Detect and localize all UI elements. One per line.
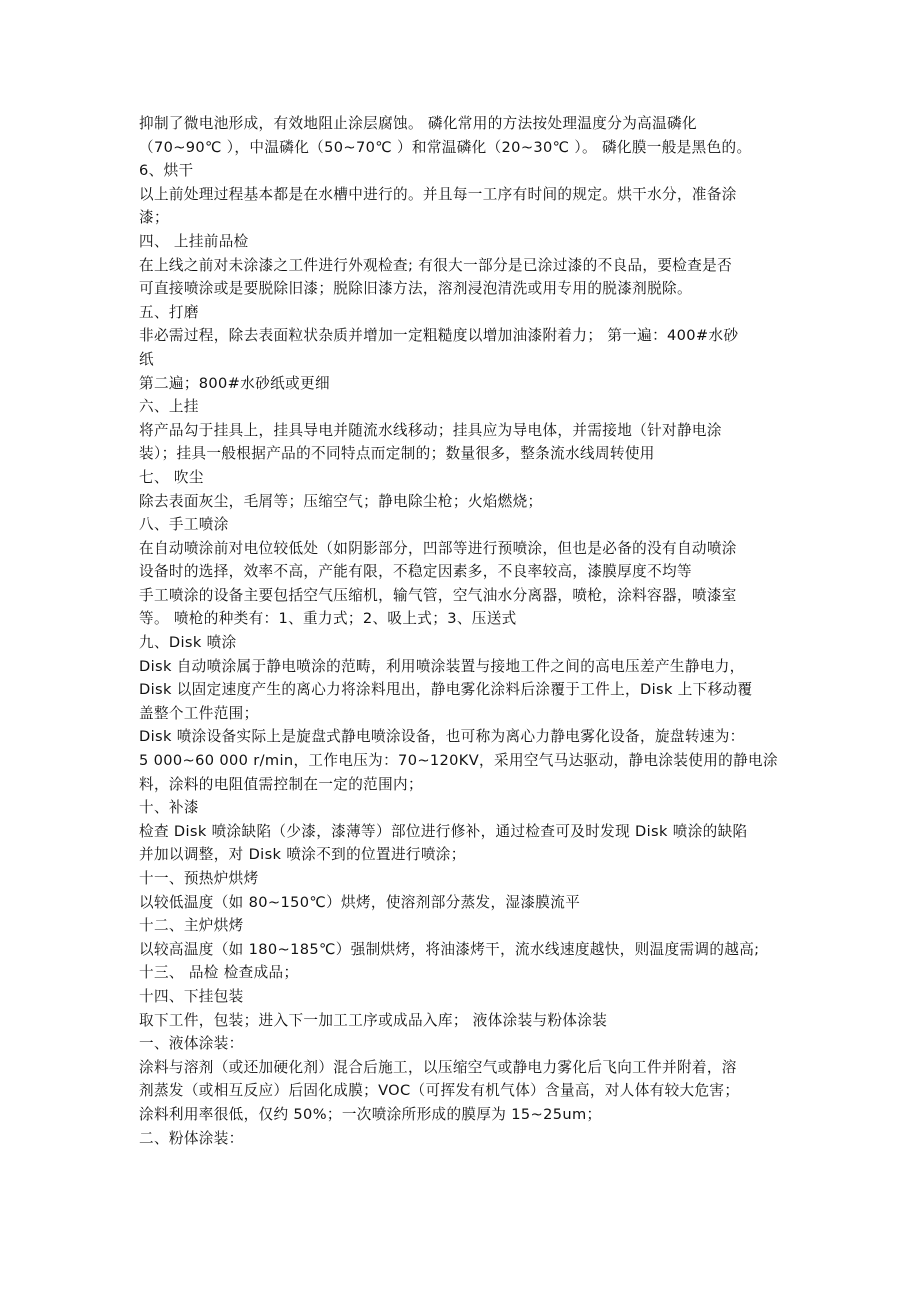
text-line: 在自动喷涂前对电位较低处（如阴影部分，凹部等进行预喷涂，但也是必备的没有自动喷涂 [139,539,737,557]
text-line: 等。 喷枪的种类有：1、重力式；2、吸上式；3、压送式 [139,610,517,628]
text-line: 纸 [139,350,154,368]
text-line: 料，涂料的电阻值需控制在一定的范围内； [139,775,423,793]
text-line: 5 000~60 000 r/min，工作电压为：70~120KV，采用空气马达驱动，静电涂装使用的静电涂 [139,752,778,770]
text-line: 一、液体涂装： [139,1035,244,1053]
text-line: 6、烘干 [139,162,194,180]
text-line: Disk 喷涂设备实际上是旋盘式静电喷涂设备，也可称为离心力静电雾化设备，旋盘转速为： [139,728,745,746]
text-line: 八、手工喷涂 [139,516,229,534]
text-line: 以较高温度（如 180~185℃）强制烘烤，将油漆烤干，流水线速度越快，则温度需调的越高; [139,940,760,958]
text-line: 除去表面灰尘，毛屑等；压缩空气；静电除尘枪；火焰燃烧； [139,492,543,510]
text-line: 非必需过程，除去表面粒状杂质并增加一定粗糙度以增加油漆附着力； 第一遍：400#水砂 [139,327,739,345]
text-line: 九、Disk 喷涂 [139,634,237,652]
text-line: 十、补漆 [139,799,199,817]
text-line: 抑制了微电池形成，有效地阻止涂层腐蚀。 磷化常用的方法按处理温度分为高温磷化 [139,115,697,132]
text-line: 五、打磨 [139,303,199,321]
text-line: Disk 以固定速度产生的离心力将涂料甩出，静电雾化涂料后涂覆于工件上，Disk 上下移动覆 [139,681,753,699]
text-line: 七、 吹尘 [139,468,204,486]
text-line: 十四、下挂包装 [139,987,244,1005]
text-line: 十三、 品检 检查成品； [139,964,299,982]
text-line: 十一、预热炉烘烤 [139,870,259,887]
document-body [139,112,789,1150]
text-line: （70~90℃ ），中温磷化（50~70℃ ）和常温磷化（20~30℃ ）。 磷化膜一般是黑色的。 [139,138,752,156]
text-line: 设备时的选择，效率不高，产能有限，不稳定因素多，不良率较高，漆膜厚度不均等 [139,563,692,581]
text-line: 十二、主炉烘烤 [139,917,244,935]
text-line: 二、粉体涂装： [139,1129,244,1147]
text-line: 将产品勾于挂具上，挂具导电并随流水线移动；挂具应为导电体，并需接地（针对静电涂 [139,421,722,439]
text-line: 可直接喷涂或是要脱除旧漆；脱除旧漆方法，溶剂浸泡清洗或用专用的脱漆剂脱除。 [139,280,692,298]
text-line: 涂料利用率很低，仅约 50%；一次喷涂所形成的膜厚为 15~25um； [139,1105,602,1123]
text-line: 漆； [139,209,169,227]
text-line: 以较低温度（如 80~150℃）烘烤，使溶剂部分蒸发，湿漆膜流平 [139,893,581,911]
text-line: 六、上挂 [139,398,199,416]
text-line: 装）；挂具一般根据产品的不同特点而定制的；数量很多，整条流水线周转使用 [139,445,655,463]
text-line: 盖整个工件范围； [139,704,259,722]
text-line: 剂蒸发（或相互反应）后固化成膜；VOC（可挥发有机气体）含量高，对人体有较大危害； [139,1082,740,1100]
text-line: 四、 上挂前品检 [139,232,249,250]
text-line: 取下工件，包装；进入下一加工工序或成品入库； 液体涂装与粉体涂装 [139,1011,608,1029]
text-line: 在上线之前对未涂漆之工件进行外观检查; 有很大一部分是已涂过漆的不良品，要检查是否 [139,256,733,274]
text-line: 以上前处理过程基本都是在水槽中进行的。并且每一工序有时间的规定。烘干水分，准备涂 [139,185,737,203]
text-line: 涂料与溶剂（或还加硬化剂）混合后施工，以压缩空气或静电力雾化后飞向工件并附着，溶 [139,1058,737,1076]
text-line: 手工喷涂的设备主要包括空气压缩机，输气管，空气油水分离器，喷枪，涂料容器，喷漆室 [139,586,737,604]
text-line: 并加以调整，对 Disk 喷涂不到的位置进行喷涂； [139,846,466,864]
text-line: 检查 Disk 喷涂缺陷（少漆，漆薄等）部位进行修补，通过检查可及时发现 Disk 喷涂的缺陷 [139,822,748,840]
text-line: 第二遍；800#水砂纸或更细 [139,374,330,392]
text-line: Disk 自动喷涂属于静电喷涂的范畴，利用喷涂装置与接地工件之间的高电压差产生静电力， [139,657,745,675]
